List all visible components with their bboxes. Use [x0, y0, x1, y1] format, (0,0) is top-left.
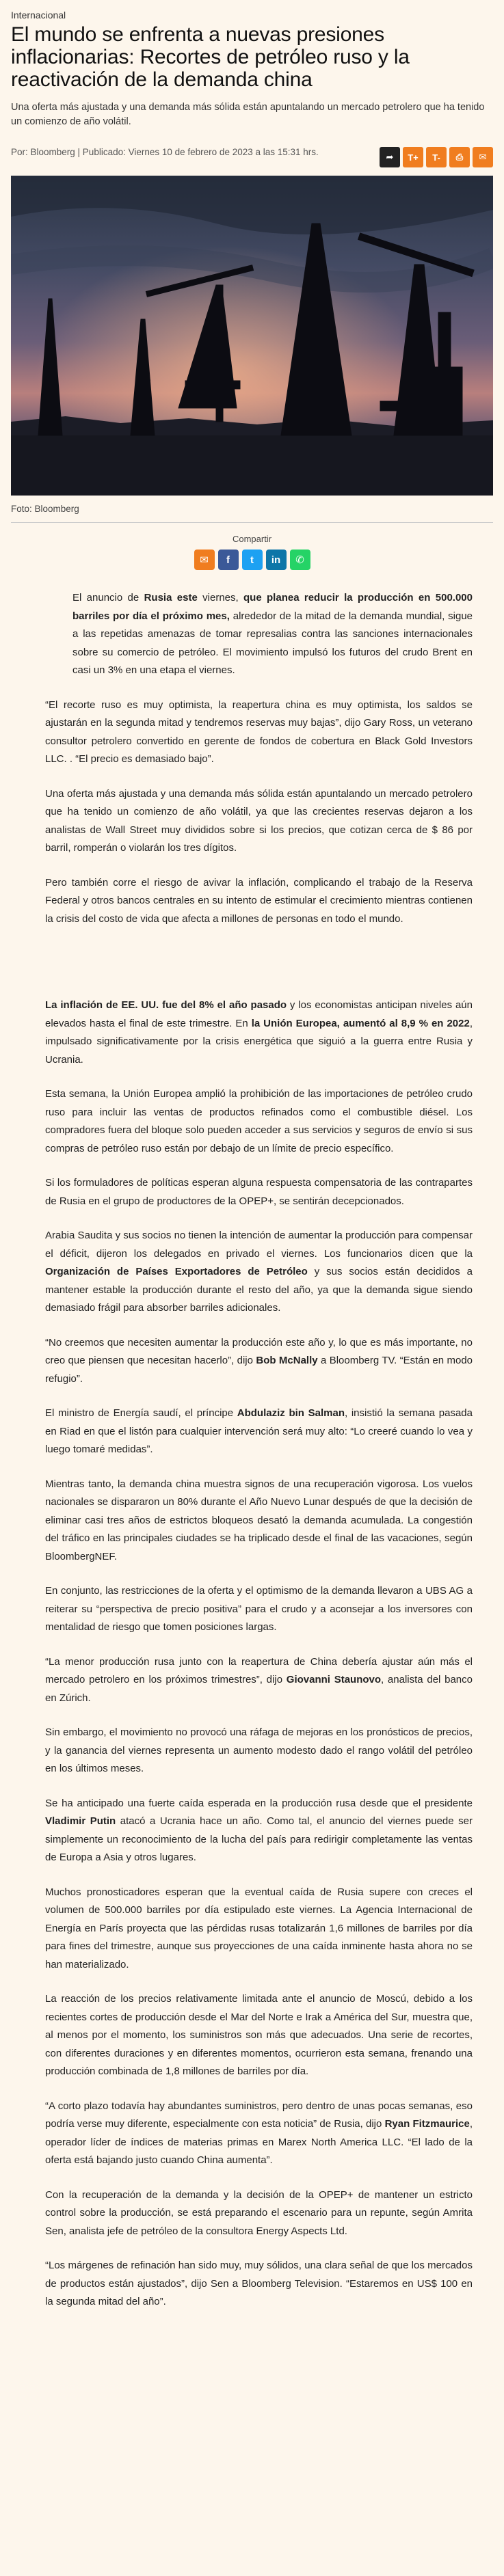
paragraph: Muchos pronosticadores esperan que la eventual caída de Rusia supere con creces el volumen de 500.000 barriles por día estipulado este viernes. La Agencia Internacional de Energía en París proyecta que las pérdidas rusas totalizarán 1,6 millones de barriles por día para fines del trimestre, aunque sus proyecciones de una caída inminente hasta ahora no se han materializado.	[45, 1886, 473, 1970]
paragraph: Sin embargo, el movimiento no provocó una ráfaga de mejoras en los pronósticos de precios, y la ganancia del viernes representa un aumento modesto dado el rango volátil del petróleo en los últimos meses.	[45, 1726, 473, 1774]
share-label: Compartir	[232, 534, 272, 544]
paragraph: El anuncio de Rusia este viernes, que planea reducir la producción en 500.000 barriles por día el próximo mes, alrededor de la mitad de la demanda mundial, sigue a las repetidas amenazas de tomar represalias contra las sanciones internacionales sobre su comercio de petróleo. El movimiento impulsó los futuros del crudo Brent en casi un 3% en una etapa el viernes.	[72, 592, 473, 676]
page-title: El mundo se enfrenta a nuevas presiones inflacionarias: Recortes de petróleo ruso y la reactivación de la demanda china	[11, 23, 410, 91]
photo-caption: Foto: Bloomberg	[11, 496, 493, 523]
text-increase-icon[interactable]: T+	[403, 147, 423, 167]
whatsapp-icon[interactable]: ✆	[290, 550, 310, 570]
paragraph: En conjunto, las restricciones de la oferta y el optimismo de la demanda llevaron a UBS AG a reiterar su “perspectiva de precio positiva” para el crudo y a aconsejar a los inversores con mentalidad de riesgo que tomen posiciones largas.	[45, 1585, 473, 1633]
paragraph: Si los formuladores de políticas esperan alguna respuesta compensatoria de las contrapartes de Rusia en el grupo de productores de la OPEP+, se sentirán decepcionados.	[45, 1177, 473, 1207]
oil-pumps-illustration	[11, 176, 493, 496]
paragraph: “El recorte ruso es muy optimista, la reapertura china es muy optimista, los saldos se ajustarán en la segunda mitad y tendremos reservas muy bajas”, dijo Gary Ross, un veterano consultor petrolero convertido en gerente de fondos de cobertura en Black Gold Investors LLC. . “El precio es demasiado bajo”.	[45, 699, 473, 765]
meta-row	[11, 146, 493, 167]
paragraph: El ministro de Energía saudí, el príncipe Abdulaziz bin Salman, insistió la semana pasada en Riad en que el listón para cualquier intervención será muy alto: “Lo creeré cuando lo vea y luego tomaré medidas”.	[45, 1407, 473, 1455]
share-arrow-icon[interactable]: ➦	[380, 147, 400, 167]
ad-spacer	[45, 945, 473, 996]
paragraph: Se ha anticipado una fuerte caída esperada en la producción rusa desde que el presidente Vladimir Putin atacó a Ucrania hace un año. Como tal, el anuncio del viernes puede ser simplemente un reconocimiento de la lucha del país para redirigir completamente las ventas de Europa a Asia y otros lugares.	[45, 1797, 473, 1863]
byline: Por: Bloomberg | Publicado: Viernes 10 de febrero de 2023 a las 15:31 hrs.	[11, 147, 319, 157]
hero-photo	[11, 176, 493, 496]
paragraph: Pero también corre el riesgo de avivar la inflación, complicando el trabajo de la Reserva Federal y otros bancos centrales en su intento de estimular el crecimiento mientras contienen la crisis del costo de vida que afecta a millones de personas en todo el mundo.	[45, 876, 473, 925]
article-body	[11, 589, 493, 2311]
paragraph: “No creemos que necesiten aumentar la producción este año y, lo que es más importante, no creo que piensen que necesitan hacerlo”, dijo Bob McNally a Bloomberg TV. “Están en modo refugio”.	[45, 1336, 473, 1385]
paragraph: “Los márgenes de refinación han sido muy, muy sólidos, una clara señal de que los mercados de productos están ajustados”, dijo Sen a Bloomberg Television. “Estaremos en US$ 100 en la segunda mitad del año”.	[45, 2260, 473, 2307]
paragraph: La reacción de los precios relativamente limitada ante el anuncio de Moscú, debido a los recientes cortes de producción desde el Mar del Norte e Irak a América del Sur, muestra que, al menos por el momento, los suministros son más que adecuados. Una serie de recortes, con diferentes duraciones y en diferentes momentos, ocurrieron esta semana, frenando una producción combinada de 1,8 millones de barriles por día.	[45, 1993, 473, 2077]
text-decrease-icon[interactable]: T-	[426, 147, 447, 167]
paragraph: Una oferta más ajustada y una demanda más sólida están apuntalando un mercado petrolero que ha tenido un comienzo de año volátil, ya que las crecientes reservas dejaron a los analistas de Wall Street muy divididos sobre si los precios, que cotizan cerca de $ 86 por barril, romperán o violarán los tres dígitos.	[45, 787, 473, 854]
paragraph: Arabia Saudita y sus socios no tienen la intención de aumentar la producción para compensar el déficit, dijeron los delegados en privado el viernes. Los funcionarios dicen que la Organización de Países Exportadores de Petróleo y sus socios están decididos a mantener estable la producción durante el resto del año, ya que la demanda sigue siendo demasiado frágil para absorber barriles adicionales.	[45, 1230, 473, 1314]
article-toolbar	[380, 147, 493, 167]
share-icons	[11, 550, 493, 570]
paragraph: “La menor producción rusa junto con la reapertura de China debería ajustar aún más el mercado petrolero en los próximos trimestres”, dijo Giovanni Staunovo, analista del banco en Zúrich.	[45, 1655, 473, 1704]
paragraph: Esta semana, la Unión Europea amplió la prohibición de las importaciones de petróleo crudo ruso para incluir las ventas de productos refinados como el combustible diésel. Los compradores fuera del bloque solo pueden acceder a sus servicios y seguros de envío si sus compras de petróleo ruso están por debajo de un límite de precio específico.	[45, 1088, 473, 1154]
paragraph: Mientras tanto, la demanda china muestra signos de una recuperación vigorosa. Los vuelos nacionales se dispararon un 80% durante el Año Nuevo Lunar después de que la decisión de eliminar casi tres años de estrictos bloqueos desató la demanda acumulada. La congestión del tráfico en las principales ciudades se ha triplicado desde el final de las vacaciones, según BloombergNEF.	[45, 1478, 473, 1562]
section-label[interactable]: Internacional	[11, 10, 66, 21]
paragraph: La inflación de EE. UU. fue del 8% el año pasado y los economistas anticipan niveles aún elevados hasta el final de este trimestre. En la Unión Europea, aumentó al 8,9 % en 2022, impulsado significativamente por la crisis energética que siguió a la guerra entre Rusia y Ucrania.	[45, 999, 473, 1066]
email-icon[interactable]: ✉	[194, 550, 215, 570]
article-subtitle: Una oferta más ajustada y una demanda más sólida están apuntalando un mercado petrolero que ha tenido un comienzo de año volátil.	[11, 102, 485, 127]
paragraph: “A corto plazo todavía hay abundantes suministros, pero dentro de unas pocas semanas, eso podría verse muy diferente, especialmente con esta noticia” de Rusia, dijo Ryan Fitzmaurice, operador líder de índices de materias primas en Marex North America LLC. “El lado de la oferta está bajando justo cuando China aumenta”.	[45, 2100, 473, 2166]
facebook-icon[interactable]: f	[218, 550, 239, 570]
email-icon[interactable]: ✉	[473, 147, 493, 167]
paragraph: Con la recuperación de la demanda y la decisión de la OPEP+ de mantener un estricto control sobre la producción, se está preparando el escenario para un repunte, según Amrita Sen, analista jefe de petróleo de la consultora Energy Aspects Ltd.	[45, 2188, 473, 2237]
twitter-icon[interactable]: t	[242, 550, 263, 570]
print-icon[interactable]: ⎙	[449, 147, 470, 167]
share-bar	[11, 523, 493, 570]
linkedin-icon[interactable]: in	[266, 550, 287, 570]
